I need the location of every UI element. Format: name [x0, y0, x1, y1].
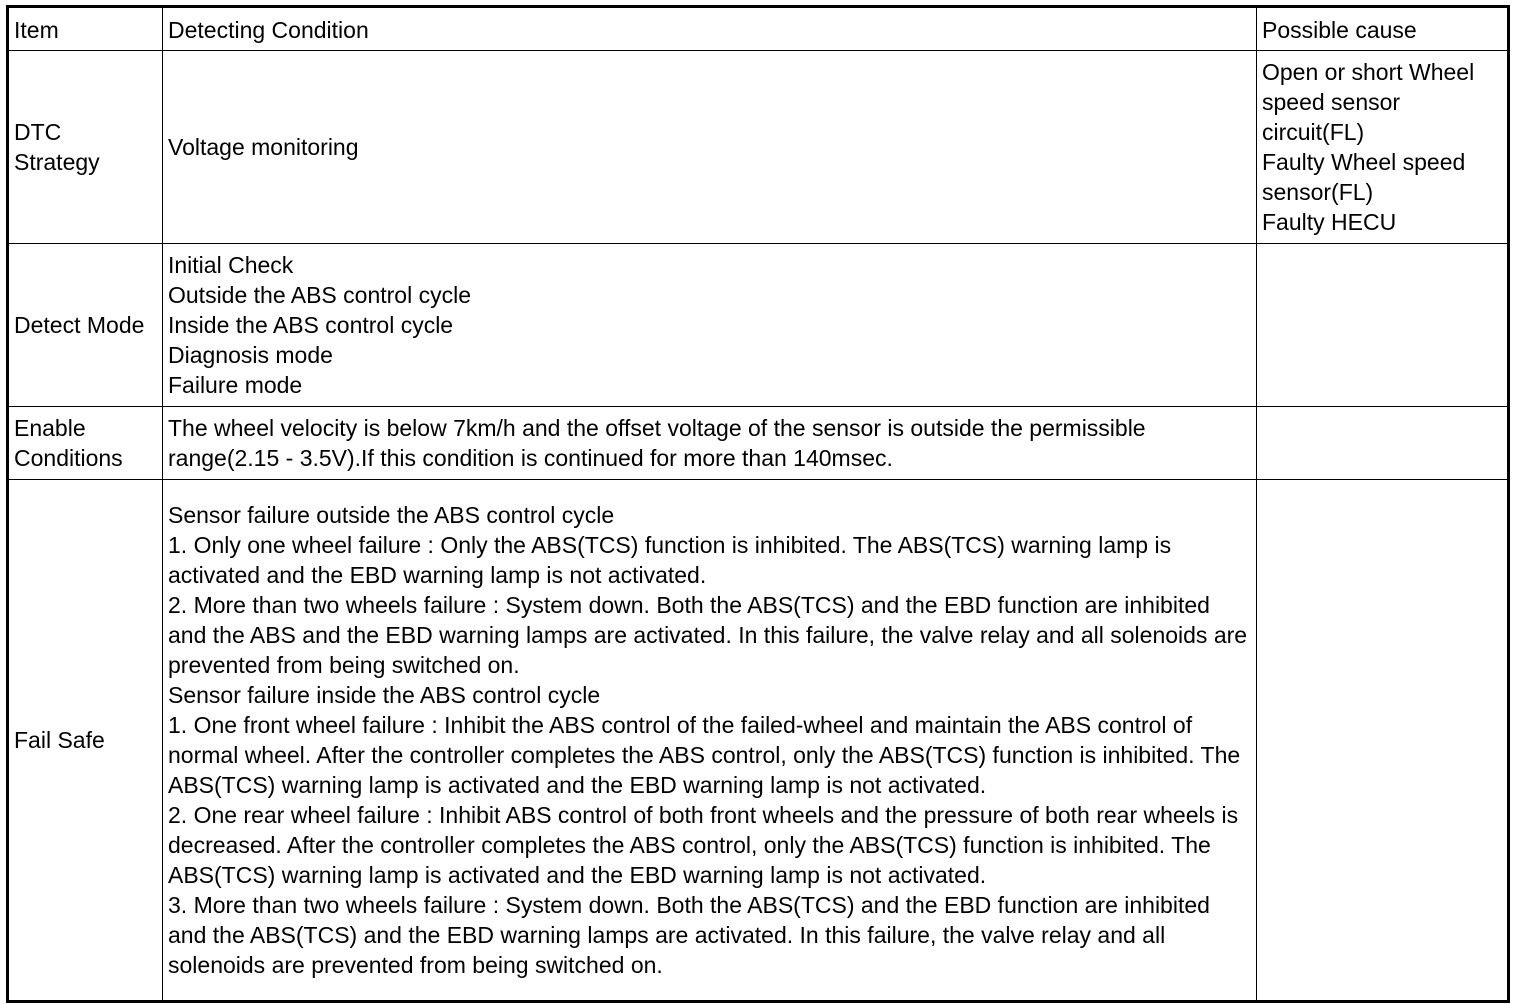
enable-conditions-item-line: Enable: [14, 415, 86, 441]
dtc-strategy-condition: Voltage monitoring: [163, 51, 1257, 244]
table-row-detect-mode: [8, 244, 1509, 407]
detect-mode-line: Outside the ABS control cycle: [168, 282, 471, 308]
enable-conditions-item-line: Conditions: [14, 445, 123, 471]
table-header-row: [8, 7, 1509, 51]
cause-line: Open or short Wheel: [1262, 59, 1475, 85]
fail-safe-line: 3. More than two wheels failure : System down. Both the ABS(TCS) and the EBD function are inhibited and the ABS(TCS) and the EBD warning lamps are activated. In this failure, the valve relay and all solenoids are prevented from being switched on.: [168, 892, 1210, 978]
detect-mode-line: Failure mode: [168, 372, 303, 398]
table-row-dtc-strategy: [8, 51, 1509, 244]
dtc-strategy-cause: [1257, 51, 1509, 244]
detect-mode-line: Initial Check: [168, 252, 294, 278]
cause-line: Faulty HECU: [1262, 209, 1397, 235]
dtc-strategy-item: [8, 51, 163, 244]
enable-conditions-cause: [1257, 407, 1509, 480]
enable-conditions-condition: The wheel velocity is below 7km/h and the offset voltage of the sensor is outside the permissible range(2.15 - 3.5V).If this condition is continued for more than 140msec.: [163, 407, 1257, 480]
fail-safe-item: [8, 480, 163, 1002]
cause-line: circuit(FL): [1262, 119, 1365, 145]
table-row-fail-safe: [8, 480, 1509, 1002]
detect-mode-cause: [1257, 244, 1509, 407]
cause-line: Faulty Wheel speed: [1262, 149, 1466, 175]
fail-safe-line: Sensor failure inside the ABS control cycle: [168, 682, 601, 708]
cause-line: sensor(FL): [1262, 179, 1374, 205]
enable-conditions-item: [8, 407, 163, 480]
header-detecting-condition: Detecting Condition: [163, 7, 1257, 51]
table-row-enable-conditions: [8, 407, 1509, 480]
fail-safe-line: 1. Only one wheel failure : Only the ABS(TCS) function is inhibited. The ABS(TCS) warning lamp is activated and the EBD warning lamp is not activated.: [168, 532, 1172, 588]
detect-mode-item-label: Detect Mode: [14, 312, 145, 338]
fail-safe-condition: [163, 480, 1257, 1002]
header-item: Item: [8, 7, 163, 51]
dtc-table: [6, 5, 1510, 1003]
dtc-strategy-item-line: DTC: [14, 119, 62, 145]
fail-safe-line: 2. One rear wheel failure : Inhibit ABS control of both front wheels and the pressure of both rear wheels is decreased. After the controller completes the ABS control, only the ABS(TCS) function is inhibited. The ABS(TCS) warning lamp is activated and the EBD warning lamp is not activated.: [168, 802, 1239, 888]
fail-safe-line: Sensor failure outside the ABS control cycle: [168, 502, 615, 528]
dtc-strategy-item-line: Strategy: [14, 149, 100, 175]
cause-line: speed sensor: [1262, 89, 1401, 115]
fail-safe-line: 2. More than two wheels failure : System down. Both the ABS(TCS) and the EBD function are inhibited and the ABS and the EBD warning lamps are activated. In this failure, the valve relay and all solenoids are prevented from being switched on.: [168, 592, 1248, 678]
header-possible-cause: Possible cause: [1257, 7, 1509, 51]
detect-mode-line: Diagnosis mode: [168, 342, 333, 368]
detect-mode-condition: [163, 244, 1257, 407]
fail-safe-cause: [1257, 480, 1509, 1002]
detect-mode-line: Inside the ABS control cycle: [168, 312, 454, 338]
fail-safe-item-label: Fail Safe: [14, 727, 105, 753]
fail-safe-line: 1. One front wheel failure : Inhibit the ABS control of the failed-wheel and maintain the ABS control of normal wheel. After the controller completes the ABS control, only the ABS(TCS) function is inhibited. The ABS(TCS) warning lamp is activated and the EBD warning lamp is not activated.: [168, 712, 1241, 798]
detect-mode-item: [8, 244, 163, 407]
